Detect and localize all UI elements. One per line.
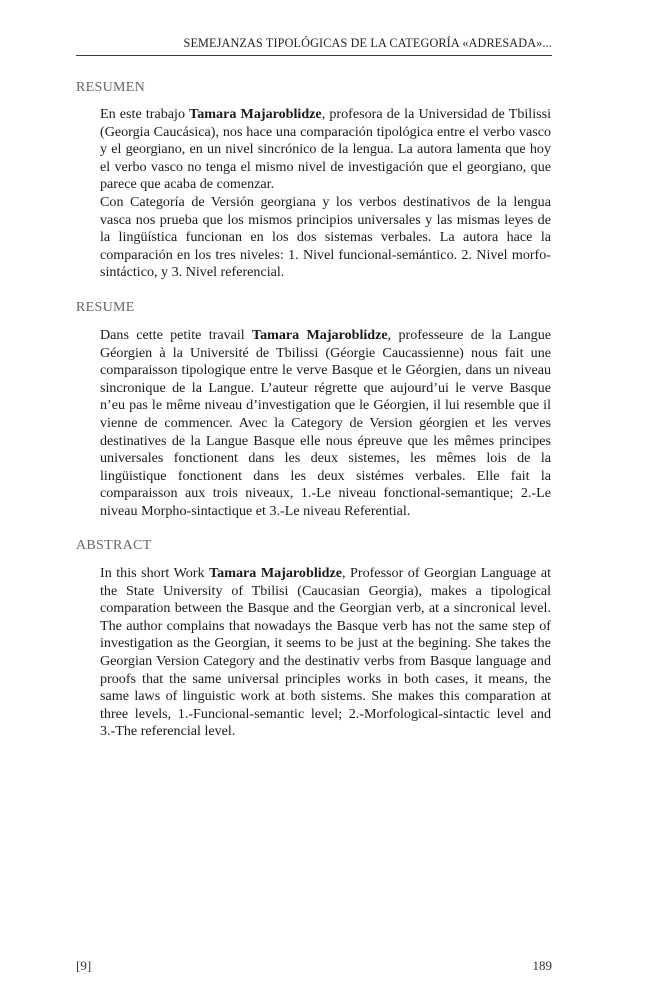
paragraph <box>100 565 551 741</box>
author-name: Tamara Majaroblidze <box>189 106 322 122</box>
paragraph <box>100 106 551 194</box>
section-heading-resume: RESUME <box>76 300 135 315</box>
author-name: Tamara Majaroblidze <box>251 327 388 343</box>
section-body-abstract <box>100 565 551 741</box>
section-body-resumen <box>100 106 551 282</box>
paragraph-text: In this short Work <box>100 565 210 581</box>
page-label: [9] <box>76 958 92 973</box>
paragraph-text: En este trabajo <box>100 106 190 122</box>
section-body-resume <box>100 327 551 521</box>
page-number: 189 <box>532 958 552 973</box>
paragraph-text: Dans cette petite travail <box>100 327 252 343</box>
paragraph-text: , professeure de la Langue Géorgien à la Université de Tbilissi (Géorgie Caucassienne) nous fait une comparaisson tipologique entre le verve Basque et le Géorgien, dans un niveau sincronique de la Langue. L’auteur régrette que aujourd’ui le verve Basque n’eu pas le même niveau d’investigation que le Géorgien, il lui resemble que il vienne de commencer. Avec la Category de Version géorgien et les verves destinatives de la Langue Basque elle nous épreuve que les mêmes principes universales fonctionent dans les deux sistemes, les mêmes lois de la lingüistique fonctionent dans les deux sistémes verbales. Elle fait la comparaisson aux trois niveaux, 1.-Le niveau fonctional-semantique; 2.-Le niveau Morpho-sintactique et 3.-Le niveau Referential. <box>100 327 552 519</box>
section-heading-abstract: ABSTRACT <box>76 538 152 553</box>
author-name: Tamara Majaroblidze <box>209 565 342 581</box>
paragraph <box>100 327 551 521</box>
paragraph-text: , profesora de la Universidad de Tbilissi (Georgia Caucásica), nos hace una comparación tipológica entre el verbo vasco y el georgiano, en un nivel sincrónico de la lengua. La autora lamenta que hoy el verbo vasco no tenga el mismo nivel de investigación que el georgiano, que parece que acaba de comenzar. <box>100 106 551 193</box>
section-heading-resumen: RESUMEN <box>76 80 145 95</box>
paragraph: Con Categoría de Versión georgiana y los verbos destinativos de la lengua vasca nos prueba que los mismos principios universales y las mismas leyes de la lingüística funcionan en los dos sistemas verbales. La autora hace la comparación en los tres niveles: 1. Nivel funcional-semántico. 2. Nivel morfo-sintáctico, y 3. Nivel referencial. <box>100 193 551 281</box>
paragraph-text: , Professor of Georgian Language at the State University of Tbilisi (Caucasian Georgia), makes a tipological comparation between the Basque and the Georgian verb, at a sincronical level. The author complains that nowadays the Basque verb has not the same step of investigation as the Georgian, it seems to be just at the begining. She takes the Georgian Version Category and the destinativ verbs from Basque language and proofs that the same universal principles works in both cases, it means, the same laws of linguistic work at both sistems. She makes this comparation at three levels, 1.-Funcional-semantic level; 2.-Morfological-sintactic level and 3.-The referencial level. <box>100 565 552 740</box>
running-header: SEMEJANZAS TIPOLÓGICAS DE LA CATEGORÍA «ADRESADA»... <box>76 36 552 56</box>
